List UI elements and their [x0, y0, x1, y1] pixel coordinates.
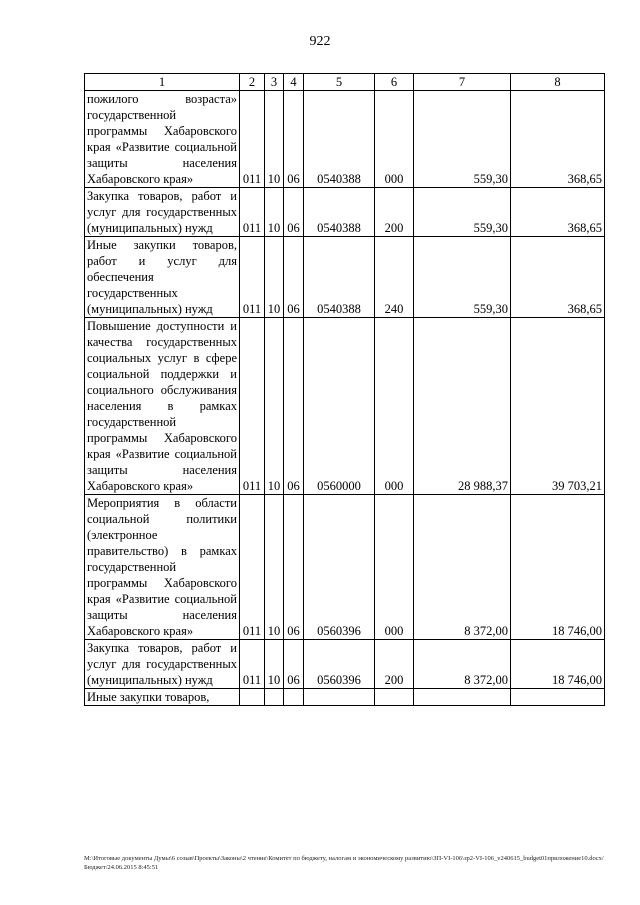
row-name: Закупка товаров, работ и услуг для государственных (муниципальных) нужд: [85, 640, 240, 689]
table-header-row: [85, 74, 605, 91]
row-amount-col8: 368,65: [511, 237, 605, 318]
row-amount-col8: 39 703,21: [511, 318, 605, 495]
row-amount-col8: 18 746,00: [511, 495, 605, 640]
empty-cell: [511, 689, 605, 706]
row-expense-type: 000: [375, 495, 414, 640]
row-amount-col8: 18 746,00: [511, 640, 605, 689]
row-amount-col8: 368,65: [511, 188, 605, 237]
table-row: [85, 188, 605, 237]
row-target-code: 0560000: [304, 318, 375, 495]
header-col-4: 4: [284, 74, 304, 91]
row-expense-type: 200: [375, 640, 414, 689]
row-amount-col8: 368,65: [511, 91, 605, 188]
row-ministry-code: 011: [240, 91, 265, 188]
table-row: [85, 237, 605, 318]
row-subsection-code: 06: [284, 495, 304, 640]
header-col-3: 3: [265, 74, 284, 91]
document-footer-path: М:\Итоговые документы Думы\6 созыв\Проекты\Законы\2 чтение\Комитет по бюджету, налогам и экономическому развитию\ЗП-VI-106\зр2-VI-106_v240615_budget01приложение10.docx/Бюджет/24.06.2015 8:45:51: [84, 855, 604, 871]
header-col-5: 5: [304, 74, 375, 91]
row-subsection-code: 06: [284, 91, 304, 188]
row-section-code: 10: [265, 91, 284, 188]
row-target-code: 0560396: [304, 640, 375, 689]
row-ministry-code: 011: [240, 237, 265, 318]
row-section-code: 10: [265, 640, 284, 689]
row-name: Иные закупки товаров,: [85, 689, 240, 706]
row-expense-type: 240: [375, 237, 414, 318]
row-section-code: 10: [265, 237, 284, 318]
table-row: [85, 640, 605, 689]
row-section-code: 10: [265, 318, 284, 495]
row-expense-type: 000: [375, 318, 414, 495]
row-target-code: 0540388: [304, 237, 375, 318]
row-target-code: 0540388: [304, 91, 375, 188]
row-expense-type: 000: [375, 91, 414, 188]
header-col-1: 1: [85, 74, 240, 91]
empty-cell: [414, 689, 511, 706]
header-col-7: 7: [414, 74, 511, 91]
row-name: Иные закупки товаров, работ и услуг для обеспечения государственных (муниципальных) нужд: [85, 237, 240, 318]
empty-cell: [375, 689, 414, 706]
header-col-2: 2: [240, 74, 265, 91]
row-target-code: 0540388: [304, 188, 375, 237]
table-row: [85, 495, 605, 640]
page-number: 922: [309, 34, 331, 49]
empty-cell: [240, 689, 265, 706]
empty-cell: [265, 689, 284, 706]
row-subsection-code: 06: [284, 640, 304, 689]
header-col-6: 6: [375, 74, 414, 91]
row-subsection-code: 06: [284, 188, 304, 237]
row-subsection-code: 06: [284, 237, 304, 318]
row-name: Повышение доступности и качества государственных социальных услуг в сфере социальной поддержки и социального обслуживания населения в рамках государственной программы Хабаровского края «Развитие социальной защиты населения Хабаровского края»: [85, 318, 240, 495]
row-name: Закупка товаров, работ и услуг для государственных (муниципальных) нужд: [85, 188, 240, 237]
row-amount-col7: 8 372,00: [414, 640, 511, 689]
header-col-8: 8: [511, 74, 605, 91]
row-section-code: 10: [265, 495, 284, 640]
table-row: [85, 689, 605, 706]
row-section-code: 10: [265, 188, 284, 237]
row-amount-col7: 28 988,37: [414, 318, 511, 495]
row-subsection-code: 06: [284, 318, 304, 495]
budget-table: [84, 73, 605, 706]
row-ministry-code: 011: [240, 640, 265, 689]
empty-cell: [284, 689, 304, 706]
table-row: [85, 318, 605, 495]
empty-cell: [304, 689, 375, 706]
row-amount-col7: 559,30: [414, 91, 511, 188]
row-expense-type: 200: [375, 188, 414, 237]
row-ministry-code: 011: [240, 188, 265, 237]
row-amount-col7: 559,30: [414, 237, 511, 318]
row-ministry-code: 011: [240, 495, 265, 640]
row-name: пожилого возраста» государственной программы Хабаровского края «Развитие социальной защиты населения Хабаровского края»: [85, 91, 240, 188]
row-amount-col7: 559,30: [414, 188, 511, 237]
row-ministry-code: 011: [240, 318, 265, 495]
row-name: Мероприятия в области социальной политики (электронное правительство) в рамках государственной программы Хабаровского края «Развитие социальной защиты населения Хабаровского края»: [85, 495, 240, 640]
row-target-code: 0560396: [304, 495, 375, 640]
table-row: [85, 91, 605, 188]
row-amount-col7: 8 372,00: [414, 495, 511, 640]
